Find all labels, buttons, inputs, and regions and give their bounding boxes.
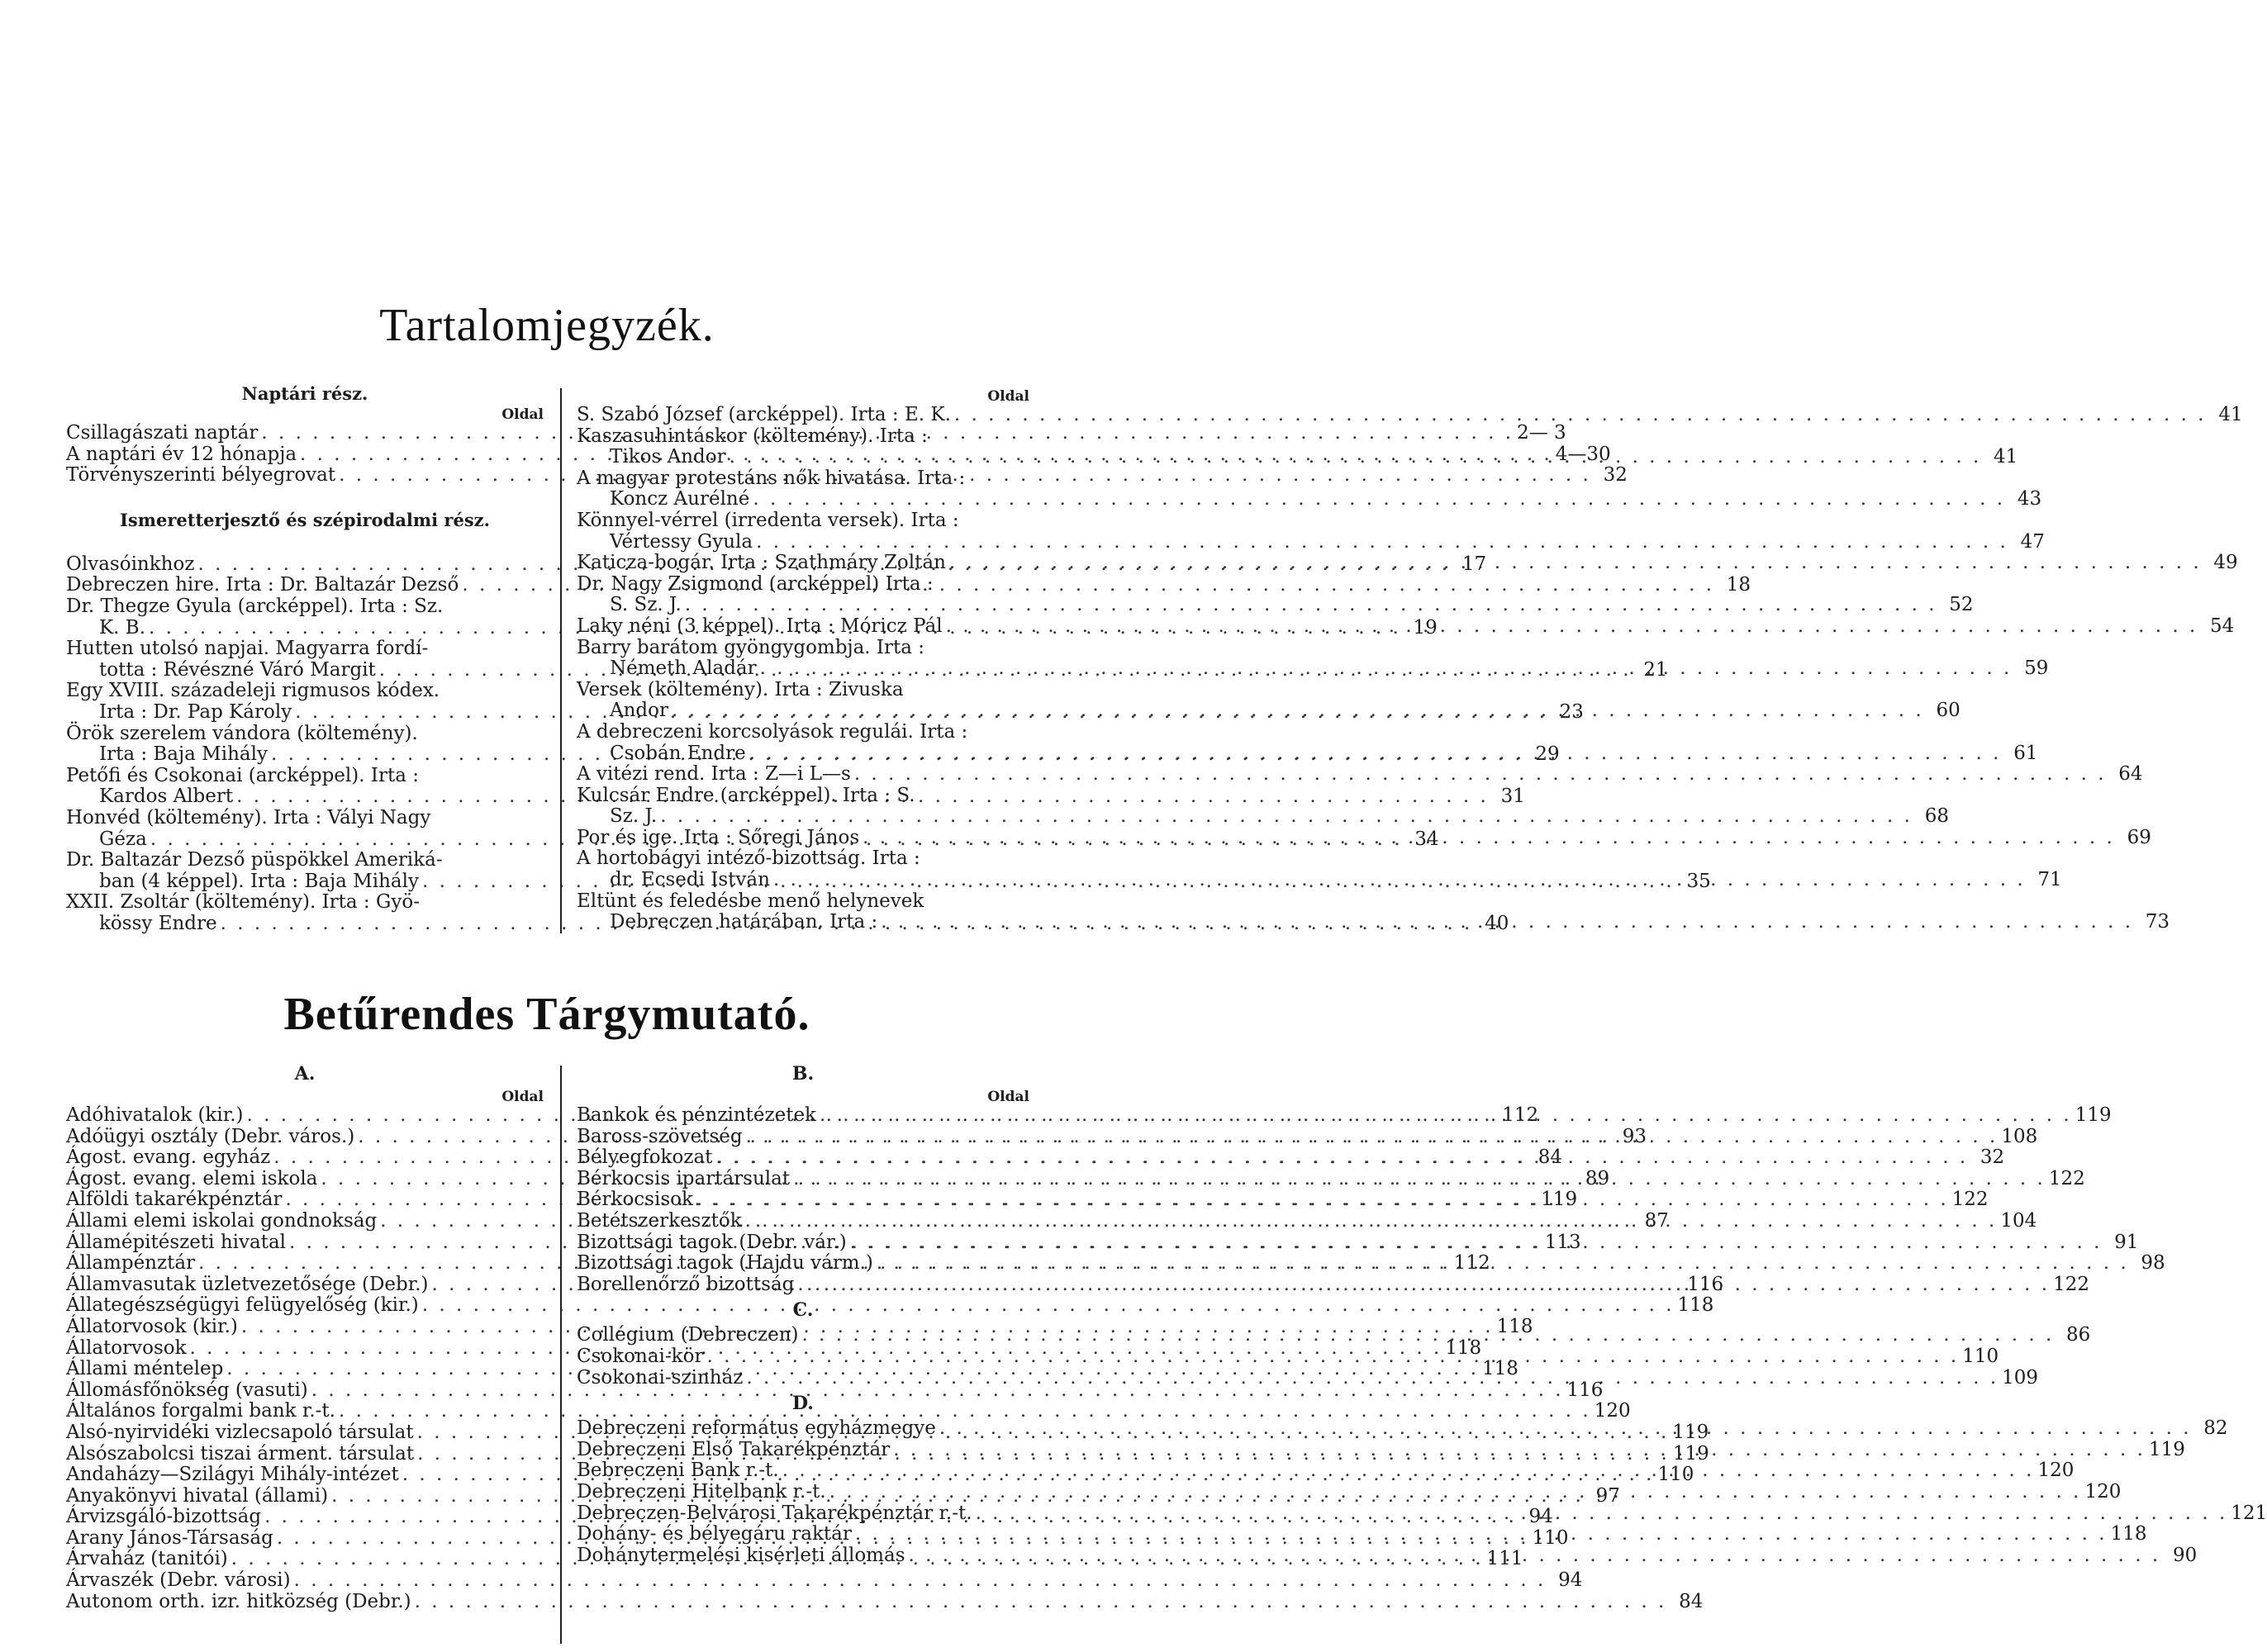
index-entry (577, 1438, 2185, 1461)
dot-leader (909, 1545, 2161, 1567)
entry-text: Kardos Albert (99, 786, 234, 808)
page-number: 52 (1949, 594, 1974, 616)
page-number: 41 (1994, 446, 2018, 468)
entry-text: Adóhivatalok (kir.) (66, 1104, 244, 1126)
page-number: 32 (1603, 464, 1628, 487)
page-number: 71 (2037, 869, 2062, 891)
entry-text: S. Szabó József (arcképpel). Irta : E. K. (577, 404, 951, 425)
page-number: 84 (1679, 1590, 1704, 1612)
page-number: 49 (2213, 552, 2238, 574)
entry-text: Állomásfőnökség (vasuti) (66, 1379, 308, 1401)
page-number: 86 (2066, 1324, 2091, 1346)
page-number: 23 (1559, 700, 1584, 723)
section-heading: Ismeretterjesztő és szépirodalmi rész. (120, 509, 490, 530)
dot-leader (881, 912, 2133, 933)
letter-heading: A. (294, 1063, 316, 1085)
entry-text: Állami méntelep (66, 1358, 224, 1380)
entry-text: Andaházy—Szilágyi Mihály-intézet (66, 1464, 399, 1486)
toc-entry-cont (577, 594, 1974, 616)
page-number: 119 (1541, 1189, 1578, 1211)
dot-leader (773, 870, 2026, 891)
page-number: 116 (1687, 1273, 1724, 1295)
dot-leader (797, 1275, 2050, 1296)
page-number: 97 (1595, 1484, 1620, 1507)
entry-text: Autonom orth. izr. hitközség (Debr.) (66, 1590, 411, 1612)
entry-text: A vitézi rend. Irta : Z—i L—s (577, 763, 851, 786)
entry-text: Baross-szövetség (577, 1125, 743, 1147)
page-number: 104 (2000, 1209, 2037, 1232)
toc-entry (66, 766, 544, 787)
entry-text: Collégium (Debreczen) (577, 1324, 799, 1346)
toc-divider (560, 388, 562, 933)
entry-text: Dr. Baltazár Dezső püspökkel Ameriká- (66, 849, 443, 871)
page-number: 2— 3 (1517, 422, 1566, 444)
page-number: 19 (1413, 616, 1438, 638)
entry-text: Bankok és pénzintézetek (577, 1104, 816, 1126)
dot-leader (976, 1503, 2228, 1525)
page-number: 94 (1528, 1506, 1553, 1528)
entry-text: ban (4 képpel). Irta : Baja Mihály (99, 870, 419, 892)
dot-leader (863, 828, 2115, 849)
dot-leader (949, 553, 2202, 574)
dot-leader (749, 743, 2002, 765)
page-number: 118 (2110, 1523, 2147, 1545)
entry-text: Borellenőrző bizottság (577, 1273, 795, 1295)
toc-entry-cont (577, 530, 2045, 553)
entry-text: Versek (költemény). Irta : Zivuska (577, 678, 904, 700)
gap (66, 487, 544, 508)
toc-entry (66, 724, 544, 745)
page-number: 31 (1500, 786, 1525, 808)
entry-text: Kaszasuhintáskor (költemény). Irta : (577, 425, 928, 447)
entry-text: Andor (610, 700, 668, 722)
page-number: 32 (1979, 1146, 2005, 1169)
page-number: 21 (1643, 658, 1668, 681)
page-number: 35 (1686, 870, 1711, 892)
toc-entry (577, 510, 1029, 532)
dot-leader (829, 1482, 2082, 1503)
entry-text: Bebreczeni Bank r.-t. (577, 1460, 779, 1482)
dot-leader (415, 1592, 1667, 1613)
page-number: 118 (1496, 1315, 1533, 1337)
entry-text: Arany János-Társaság (66, 1526, 273, 1549)
entry-text: Bélyegfokozat (577, 1146, 713, 1169)
page-number: 112 (1502, 1104, 1539, 1126)
page-number: 43 (2017, 488, 2042, 510)
page-number: 108 (2001, 1125, 2038, 1147)
index-entry (66, 1400, 1631, 1422)
entry-text: Debreczen határában. Irta : (610, 911, 878, 933)
entry-text: Debreczen hire. Irta : Dr. Baltazár Dezső (66, 574, 459, 596)
toc-entry (66, 808, 544, 829)
toc-entry (577, 786, 1029, 807)
dot-leader (820, 1105, 2072, 1127)
toc-entry (66, 638, 544, 660)
toc-entry (577, 680, 1029, 701)
toc-entry (66, 850, 544, 871)
page-number: 120 (2084, 1480, 2122, 1502)
page-number: 73 (2145, 911, 2170, 933)
page-number: 17 (1461, 553, 1487, 575)
page-number: 111 (1486, 1548, 1523, 1570)
dot-leader (294, 1570, 1547, 1592)
page-number: 29 (1535, 743, 1560, 766)
page-number: 34 (1414, 828, 1439, 850)
entry-text: Csokonai-kör (577, 1345, 704, 1367)
entry-text: totta : Révészné Váró Margit (99, 658, 376, 681)
dot-leader (939, 1418, 2192, 1440)
index-divider (560, 1066, 562, 1644)
page-number: 84 (1537, 1146, 1563, 1169)
entry-text: Egy XVIII. századeleji rigmusos kódex. (66, 680, 440, 702)
toc-entry-cont (577, 805, 1949, 828)
page-number: 59 (2024, 657, 2049, 680)
page-number: 93 (1622, 1125, 1647, 1147)
page-number: 120 (1594, 1400, 1631, 1422)
entry-text: Ágost. evang. elemi iskola (66, 1167, 318, 1189)
page-number: 40 (1485, 912, 1509, 934)
toc-entry (577, 574, 1029, 596)
entry-text: Laky néni (3 képpel). Irta : Móricz Pál (577, 615, 943, 637)
toc-entry (577, 468, 1029, 490)
entry-text: S. Sz. J. (610, 594, 682, 616)
gap (66, 533, 544, 554)
entry-text: Por és ige. Irta : Sőregi János (577, 826, 860, 848)
entry-text: Dr. Nagy Zsigmond (arcképpel) Irta : (577, 572, 934, 595)
entry-text: Sz. J. (610, 805, 658, 828)
entry-text: Csillagászati naptár (66, 422, 259, 444)
entry-text: Debreczeni Hitelbank r.-t. (577, 1480, 826, 1502)
page-number: 47 (2020, 530, 2045, 553)
toc-entry (577, 848, 1029, 870)
page-number: 61 (2013, 742, 2038, 764)
entry-text: Honvéd (költemény). Irta : Vályi Nagy (66, 806, 431, 828)
page-number: 112 (1453, 1252, 1490, 1275)
entry-text: Debreczeni Első Takarékpénztár (577, 1438, 891, 1460)
entry-text: Csokonai-szinház (577, 1366, 744, 1389)
entry-text: Vértessy Gyula (610, 530, 753, 553)
entry-text: A hortobágyi intéző-bizottság. Irta : (577, 847, 920, 870)
entry-text: Állatorvosok (kir.) (66, 1315, 238, 1337)
entry-text: Törvényszerinti bélyegrovat (66, 464, 336, 487)
entry-text: Németh Aladár (610, 657, 757, 680)
page-number: 68 (1924, 805, 1949, 828)
page-number: 116 (1566, 1379, 1604, 1401)
toc-entry (577, 426, 1029, 448)
entry-text: K. B. (99, 616, 146, 638)
entry-text: Bérkocsisok (577, 1189, 693, 1211)
toc-entry (577, 404, 2243, 426)
page-number: 94 (1558, 1569, 1583, 1592)
entry-text: Eltünt és feledésbe menő helynevek (577, 890, 924, 912)
dot-leader (877, 1253, 2129, 1275)
dot-leader (753, 489, 2005, 510)
page-number: 98 (2141, 1252, 2165, 1275)
index-entry (66, 1379, 1604, 1402)
entry-text: Alsószabolcsi tiszai árment. társulat (66, 1442, 415, 1464)
entry-text: Dohány- és bélyegáru raktár (577, 1523, 852, 1545)
index-entry (66, 1294, 1714, 1317)
entry-text: kössy Endre (99, 912, 217, 934)
entry-text: Petőfi és Csokonai (arcképpel). Irta : (66, 764, 419, 786)
toc-entry (577, 638, 1029, 659)
entry-text: Irta : Dr. Pap Károly (99, 700, 292, 723)
dot-leader (954, 405, 2207, 426)
dot-leader (802, 1325, 2055, 1346)
oldal-label: Oldal (501, 406, 544, 423)
index-title: Betűrendes Tárgymutató. (283, 989, 810, 1040)
toc-entry (66, 596, 544, 618)
entry-text: Katicza-bogár. Irta : Szathmáry Zoltán (577, 552, 946, 574)
entry-text: Állatorvosok (66, 1336, 187, 1359)
page-number: 118 (1677, 1294, 1714, 1317)
toc-title: Tartalomjegyzék. (379, 300, 715, 351)
dot-leader (946, 616, 2198, 638)
dot-leader (745, 1211, 1998, 1232)
dot-leader (706, 1346, 1959, 1368)
page-number: 118 (1445, 1336, 1482, 1359)
entry-text: dr. Ecsedi István (610, 869, 770, 891)
entry-text: Árvizsgáló-bizottság (66, 1506, 262, 1528)
dot-leader (730, 447, 1982, 468)
page-number: 121 (2231, 1502, 2267, 1524)
page-number: 119 (2075, 1104, 2112, 1126)
entry-text: Kulcsár Endre (arcképpel). Irta : S. (577, 784, 915, 806)
dot-leader (715, 1147, 1968, 1169)
dot-leader (685, 595, 1937, 616)
entry-text: Debreczen-Belvárosi Takarékpénztár r.-t. (577, 1502, 972, 1524)
entry-text: Bizottsági tagok (Hajdu várm.) (577, 1252, 873, 1275)
page-number: 118 (1482, 1358, 1518, 1380)
entry-text: Alföldi takarékpénztár (66, 1189, 283, 1211)
toc-entry-cont (577, 488, 2042, 510)
dot-leader (782, 1460, 2035, 1482)
letter-heading: D. (792, 1393, 814, 1415)
dot-leader (746, 1127, 1998, 1148)
index-entry (66, 1590, 1704, 1613)
page-number: 113 (1544, 1231, 1581, 1253)
page-number: 110 (1962, 1345, 1999, 1367)
index-entry (66, 1569, 1583, 1592)
entry-text: Koncz Aurélné (610, 488, 750, 510)
entry-text: Államvasutak üzletvezetősége (Debr.) (66, 1273, 429, 1295)
page-number: 119 (1672, 1442, 1709, 1464)
page-number: 4—30 (1555, 443, 1611, 465)
entry-text: Betétszerkesztők (577, 1209, 742, 1232)
page-number: 18 (1726, 574, 1751, 596)
dot-leader (756, 532, 2008, 553)
entry-text: XXII. Zsoltár (költemény). Irta : Gyö- (66, 891, 420, 914)
entry-text: Adóügyi osztály (Debr. város.) (66, 1125, 355, 1147)
oldal-label: Oldal (501, 1089, 544, 1105)
entry-text: Ágost. evang. egyház (66, 1146, 271, 1169)
page-number: 60 (1936, 700, 1960, 722)
entry-text: Állampénztár (66, 1252, 196, 1275)
entry-text: A debreczeni korcsolyások regulái. Irta : (577, 720, 968, 743)
page-number: 119 (1672, 1421, 1709, 1443)
page-number: 110 (1657, 1464, 1694, 1486)
entry-text: Tikos Andor (610, 446, 726, 468)
dot-leader (696, 1189, 1949, 1211)
page-number: 54 (2210, 615, 2235, 637)
page-number: 91 (2114, 1231, 2139, 1253)
toc-entry (66, 892, 544, 914)
entry-text: Anyakönyvi hivatal (állami) (66, 1484, 329, 1507)
entry-text: Debreczeni református egyházmegye (577, 1417, 936, 1440)
dot-leader (850, 1232, 2103, 1254)
letter-heading: C. (792, 1299, 814, 1322)
dot-leader (793, 1169, 2046, 1190)
dot-leader (746, 1368, 1998, 1389)
entry-text: Általános forgalmi bank r.-t. (66, 1400, 335, 1422)
entry-text: Bizottsági tagok (Debr. vár.) (577, 1231, 847, 1253)
dot-leader (660, 806, 1913, 828)
toc-entry (66, 681, 544, 702)
page-number: 90 (2172, 1544, 2198, 1566)
letter-heading: B. (791, 1063, 815, 1085)
toc-entry (577, 763, 2143, 786)
page-number: 87 (1644, 1209, 1669, 1232)
dot-leader (760, 658, 2013, 680)
toc-entry (577, 891, 1029, 913)
entry-text: Hutten utolsó napjai. Magyarra fordí- (66, 638, 429, 660)
dot-leader (893, 1440, 2146, 1461)
entry-text: Barry barátom gyöngygombja. Irta : (577, 636, 925, 658)
oldal-label: Oldal (987, 1089, 1029, 1105)
oldal-label: Oldal (987, 388, 1029, 405)
page-number: 122 (2048, 1167, 2085, 1189)
entry-text: A naptári év 12 hónapja (66, 443, 297, 465)
page-number: 122 (1951, 1189, 1989, 1211)
page-number: 110 (1532, 1526, 1569, 1549)
toc-entry (577, 722, 1029, 743)
section-heading: Naptári rész. (241, 383, 368, 404)
entry-text: Államépitészeti hivatal (66, 1231, 287, 1253)
dot-leader (672, 700, 1924, 722)
entry-text: A magyar protestáns nők hivatása. Irta : (577, 467, 966, 489)
page-number: 119 (2149, 1438, 2185, 1460)
entry-text: Örök szerelem vándora (költemény). (66, 722, 418, 744)
page-number: 89 (1585, 1167, 1610, 1189)
page-number: 120 (2037, 1460, 2075, 1482)
entry-text: Állategészségügyi felügyelőség (kir.) (66, 1294, 419, 1317)
page-number: 69 (2127, 826, 2151, 848)
entry-text: Géza (99, 828, 147, 850)
entry-text: Olvasóinkhoz (66, 553, 195, 575)
entry-text: Alsó-nyirvidéki vizlecsapoló társulat (66, 1421, 414, 1443)
entry-text: Állami elemi iskolai gondnokság (66, 1209, 378, 1232)
entry-text: Dr. Thegze Gyula (arcképpel). Irta : Sz. (66, 595, 444, 617)
page-number: 122 (2053, 1273, 2090, 1295)
page-number: 82 (2203, 1417, 2228, 1440)
page-number: 41 (2218, 404, 2243, 425)
entry-text: Könnyel-vérrel (irredenta versek). Irta : (577, 509, 959, 531)
page-number: 64 (2118, 763, 2143, 786)
entry-text: Irta : Baja Mihály (99, 743, 268, 766)
entry-text: Bérkocsis ipartársulat (577, 1167, 791, 1189)
entry-text: Árvaszék (Debr. városi) (66, 1569, 291, 1592)
entry-text: Csobán Endre (610, 742, 746, 764)
entry-text: Dohánytermelési kisérleti állomás (577, 1544, 905, 1566)
entry-text: Árvaház (tanitói) (66, 1548, 228, 1570)
dot-leader (855, 1524, 2108, 1545)
page-number: 109 (2002, 1366, 2039, 1389)
dot-leader (854, 764, 2107, 786)
